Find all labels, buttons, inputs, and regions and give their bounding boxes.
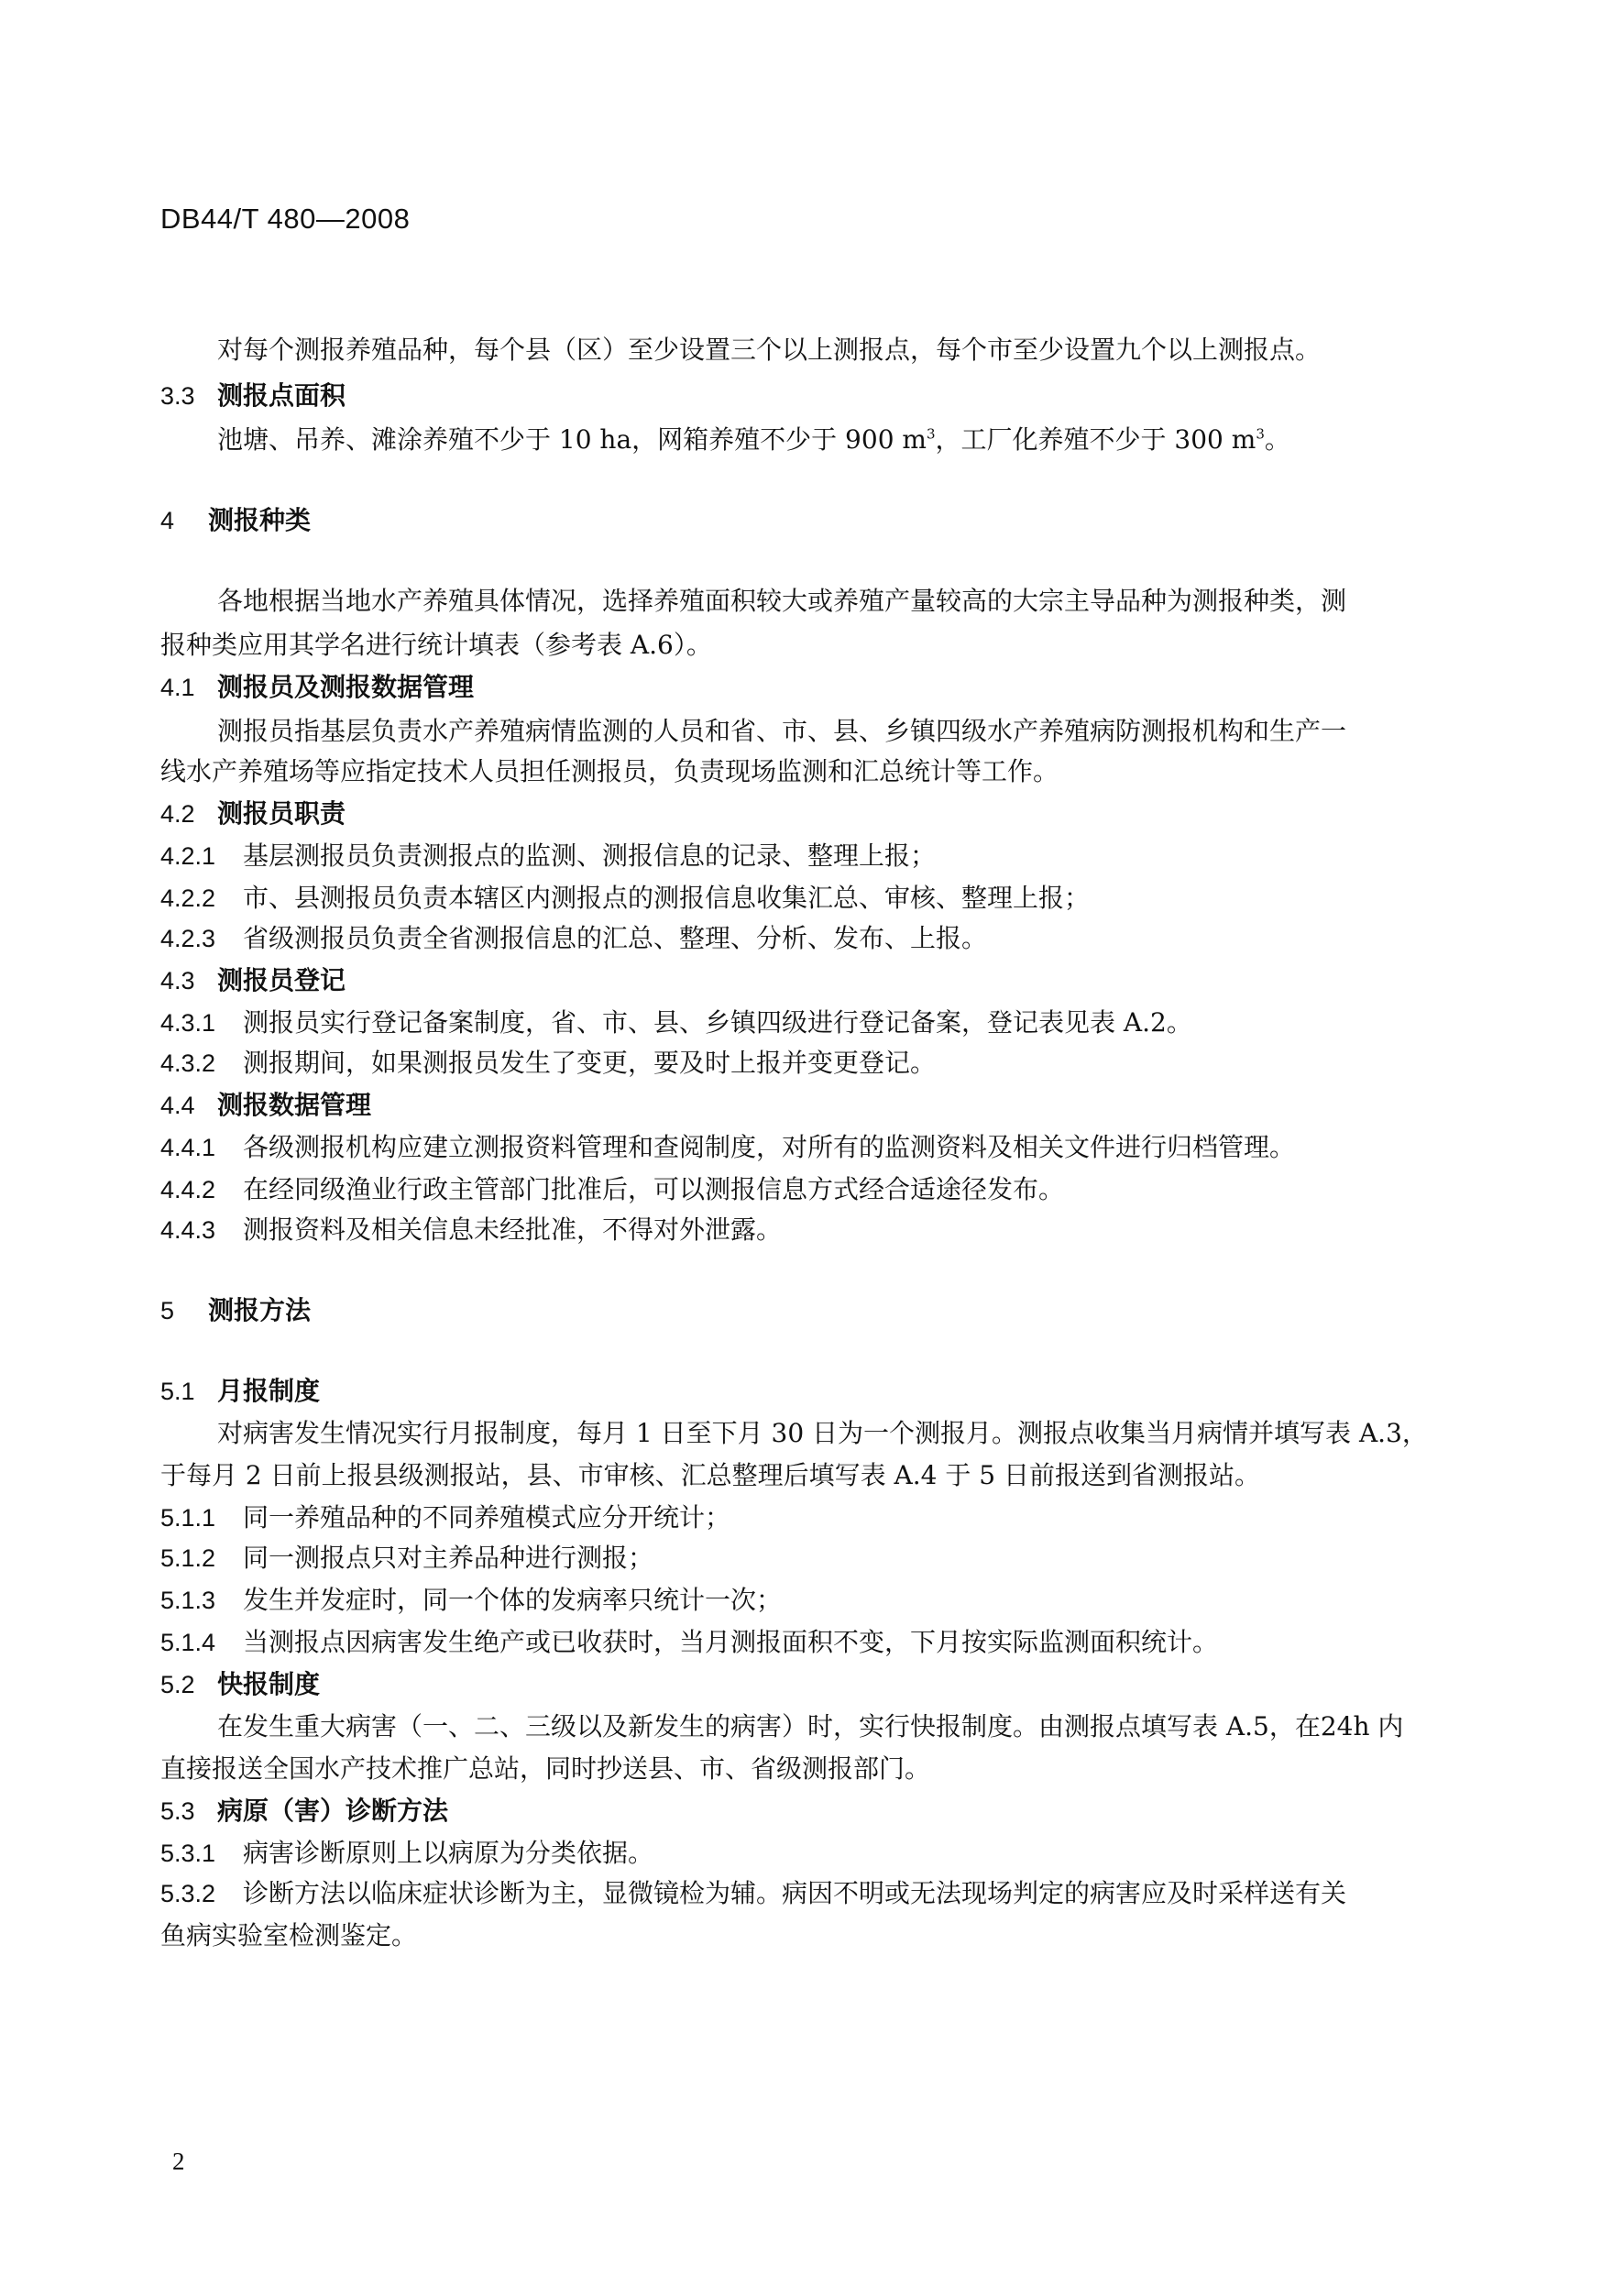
clause-number: 5.1.3	[160, 1587, 216, 1614]
section-heading-5	[160, 1292, 311, 1329]
section-heading-4	[160, 502, 311, 539]
clause-5-3-1	[160, 1835, 653, 1872]
clause-number: 4.3.1	[160, 1009, 216, 1037]
paragraph-line: 池塘、吊养、滩涂养殖不少于 10 ha，网箱养殖不少于 900 $m^3$，工厂化养殖不少于 300 $m^3$。	[217, 424, 1290, 455]
section-number: 5.2	[160, 1671, 195, 1698]
paragraph-line: 于每月 2 日前上报县级测报站，县、市审核、汇总整理后填写表 A.4 于 5 日前报送到省测报站。	[160, 1460, 1260, 1490]
clause-text: 发生并发症时，同一个体的发病率只统计一次；	[243, 1585, 783, 1615]
clause-number: 5.1.2	[160, 1544, 216, 1572]
section-title: 测报方法	[208, 1295, 312, 1325]
clause-text: 省级测报员负责全省测报信息的汇总、整理、分析、发布、上报。	[243, 923, 988, 953]
clause-5-1-1	[160, 1500, 730, 1536]
paragraph-line: 对每个测报养殖品种，每个县（区）至少设置三个以上测报点，每个市至少设置九个以上测报点。	[217, 335, 1322, 365]
paragraph-line: 测报员指基层负责水产养殖病情监测的人员和省、市、县、乡镇四级水产养殖病防测报机构和生产一	[217, 716, 1347, 746]
clause-number: 4.2.1	[160, 842, 216, 870]
section-heading-4-2	[160, 796, 346, 832]
clause-number: 4.3.2	[160, 1049, 216, 1077]
clause-4-4-2	[160, 1171, 1064, 1208]
clause-text: 测报员实行登记备案制度，省、市、县、乡镇四级进行登记备案，登记表见表 A.2。	[243, 1007, 1192, 1038]
paragraph-line: 在发生重大病害（一、二、三级以及新发生的病害）时，实行快报制度。由测报点填写表 A.5，在24h 内	[217, 1711, 1404, 1741]
paragraph-line: 鱼病实验室检测鉴定。	[160, 1920, 418, 1950]
section-title: 测报数据管理	[217, 1090, 372, 1120]
paragraph-line: 各地根据当地水产养殖具体情况，选择养殖面积较大或养殖产量较高的大宗主导品种为测报种类，测	[217, 586, 1347, 616]
section-title: 月报制度	[217, 1376, 321, 1406]
superscript: 3	[926, 425, 936, 443]
superscript: 3	[1256, 425, 1265, 443]
clause-number: 5.1.1	[160, 1504, 216, 1532]
section-number: 4	[160, 507, 175, 534]
clause-text: 测报资料及相关信息未经批准，不得对外泄露。	[243, 1214, 783, 1245]
clause-text: 诊断方法以临床症状诊断为主，显微镜检为辅。病因不明或无法现场判定的病害应及时采样送有关	[243, 1878, 1347, 1908]
section-number: 3.3	[160, 382, 195, 410]
section-heading-3-3	[160, 378, 346, 414]
section-heading-4-4	[160, 1087, 371, 1124]
clause-4-4-1	[160, 1129, 1295, 1166]
clause-number: 5.1.4	[160, 1629, 216, 1656]
clause-number: 5.3.2	[160, 1880, 216, 1907]
clause-4-2-2	[160, 880, 1090, 917]
page-number: 2	[172, 2148, 185, 2175]
clause-text: 基层测报员负责测报点的监测、测报信息的记录、整理上报；	[243, 840, 937, 871]
clause-text: 市、县测报员负责本辖区内测报点的测报信息收集汇总、审核、整理上报；	[243, 883, 1091, 913]
clause-text: 测报期间，如果测报员发生了变更，要及时上报并变更登记。	[243, 1048, 937, 1078]
clause-4-3-1	[160, 1005, 1192, 1041]
clause-4-2-1	[160, 838, 936, 874]
section-title: 病原（害）诊断方法	[217, 1796, 449, 1826]
paragraph-line: 对病害发生情况实行月报制度，每月 1 日至下月 30 日为一个测报月。测报点收集当月病情并填写表 A.3，	[217, 1418, 1428, 1448]
section-heading-5-2	[160, 1666, 320, 1703]
clause-4-4-3	[160, 1212, 782, 1248]
section-title: 测报种类	[208, 505, 312, 535]
section-title: 测报员登记	[217, 965, 346, 995]
clause-5-3-2	[160, 1875, 1346, 1912]
section-heading-5-3	[160, 1793, 448, 1829]
section-title: 测报点面积	[217, 380, 346, 411]
section-number: 4.4	[160, 1092, 195, 1119]
section-number: 5.1	[160, 1378, 195, 1405]
clause-text: 各级测报机构应建立测报资料管理和查阅制度，对所有的监测资料及相关文件进行归档管理。	[243, 1132, 1296, 1162]
section-number: 4.1	[160, 674, 195, 701]
clause-number: 4.4.3	[160, 1216, 216, 1244]
clause-text: 同一测报点只对主养品种进行测报；	[243, 1543, 654, 1573]
clause-text: 同一养殖品种的不同养殖模式应分开统计；	[243, 1502, 731, 1532]
clause-text: 病害诊断原则上以病原为分类依据。	[243, 1838, 654, 1868]
section-title: 测报员职责	[217, 798, 346, 829]
section-title: 快报制度	[217, 1669, 321, 1699]
clause-4-2-3	[160, 920, 987, 957]
standard-code: DB44/T 480—2008	[160, 203, 411, 235]
section-number: 4.3	[160, 967, 195, 994]
section-number: 5	[160, 1297, 175, 1324]
section-number: 4.2	[160, 800, 195, 828]
paragraph-line: 线水产养殖场等应指定技术人员担任测报员，负责现场监测和汇总统计等工作。	[160, 756, 1059, 786]
clause-4-3-2	[160, 1045, 936, 1082]
section-number: 5.3	[160, 1797, 195, 1825]
clause-text: 当测报点因病害发生绝产或已收获时，当月测报面积不变，下月按实际监测面积统计。	[243, 1627, 1219, 1657]
section-heading-4-1	[160, 669, 474, 706]
clause-number: 4.2.2	[160, 884, 216, 912]
clause-5-1-4	[160, 1624, 1218, 1661]
paragraph-line: 直接报送全国水产技术推广总站，同时抄送县、市、省级测报部门。	[160, 1753, 931, 1784]
clause-5-1-2	[160, 1540, 653, 1576]
paragraph-line: 报种类应用其学名进行统计填表（参考表 A.6）。	[160, 630, 712, 660]
section-heading-4-3	[160, 962, 346, 999]
clause-number: 4.4.2	[160, 1176, 216, 1203]
clause-text: 在经同级渔业行政主管部门批准后，可以测报信息方式经合适途径发布。	[243, 1174, 1065, 1204]
section-title: 测报员及测报数据管理	[217, 672, 475, 702]
clause-5-1-3	[160, 1582, 782, 1619]
clause-number: 5.3.1	[160, 1840, 216, 1867]
section-heading-5-1	[160, 1373, 320, 1410]
clause-number: 4.2.3	[160, 925, 216, 952]
clause-number: 4.4.1	[160, 1134, 216, 1161]
